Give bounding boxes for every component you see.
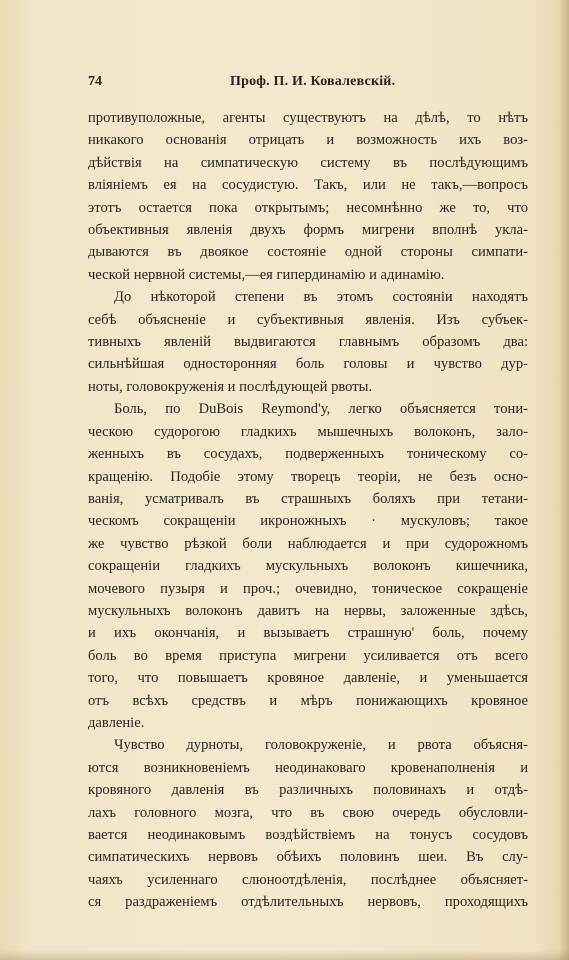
text-line: вается неодинаковымъ воздѣйствіемъ на тонусъ сосудовъ [88,827,528,843]
text-line: же чувство рѣзкой боли наблюдается и при судорожномъ [88,535,528,552]
text-line: дѣйствія на симпатическую систему въ послѣдующимъ [88,154,528,171]
body-text [88,107,528,914]
text-line: мускульныхъ волоконъ давитъ на нервы, заложенные здѣсь, [88,602,528,619]
text-line: отъ всѣхъ средствъ и мѣръ понижающихъ кровяное [88,692,528,709]
page-edge-shadow [559,0,569,960]
text-line: чаяхъ усиленнаго слюноотдѣленія, послѣднее объясняет- [88,871,528,888]
text-line: ся раздраженіемъ отдѣлительныхъ нервовъ, проходящихъ [88,894,528,911]
paragraph-start-line: Чувство дурноты, головокруженіе, и рвота объясня- [114,737,528,754]
paragraph-start-line: Боль, по DuBois Reymond'у, легко объясняется тони- [114,401,528,418]
running-head: Проф. П. И. Ковалевскій. [230,74,396,89]
text-line: кращенію. Подобіе этому творецъ теоріи, не безъ осно- [88,468,528,485]
text-line: тивныхъ явленій выдвигаются главнымъ образомъ два: [88,334,528,351]
text-line: ческой нервной системы,—ея гипердинамію и адинамію. [88,266,445,283]
text-line: ноты, головокруженія и послѣдующей рвоты. [88,378,373,395]
text-line: вліяніемъ ея на сосудистую. Такъ, или не такъ,—вопросъ [88,177,528,194]
text-line: мочевого пузыря и проч.; очевидно, тоническое сокращеніе [88,580,528,597]
text-line: давленіе. [88,714,145,731]
page-number: 74 [88,74,102,89]
text-line: дываются въ двоякое состояніе одной стороны симпати- [88,244,528,261]
paragraph-start-line: До нѣкоторой степени въ этомъ состояніи находятъ [114,289,528,306]
text-line: кровяного давленія въ различныхъ половинахъ и отдѣ- [88,782,528,799]
text-line: сокращеніи гладкихъ мускульныхъ волоконъ кишечника, [88,558,528,575]
page-header [88,74,528,94]
text-line: того, что повышаетъ кровяное давленіе, и уменьшается [88,670,528,687]
text-line: ванія, усматривалъ въ страшныхъ боляхъ при тетани- [88,490,528,507]
text-line: женныхъ въ сосудахъ, подверженныхъ тоническому со- [88,446,528,463]
text-line: объективныя явленія двухъ формъ мигрени вполнѣ укла- [88,222,528,239]
text-line: ются возникновеніемъ неодинаковаго кровенаполненія и [88,759,528,776]
text-line: ческомъ сокращеніи икроножныхъ · мускуловъ; такое [88,513,528,530]
text-line: сильнѣйшая односторонняя боль головы и чувство дур- [88,356,528,373]
text-line: ческою судорогою гладкихъ мышечныхъ волоконъ, зало- [88,423,528,440]
text-line: этотъ остается пока открытымъ; несомнѣнно же то, что [88,199,528,216]
text-line: себѣ объясненіе и субъективныя явленія. Изъ субъек- [88,311,528,328]
text-line: симпатическихъ нервовъ обѣихъ половинъ шеи. Въ слу- [88,849,528,866]
text-line: никакого основанія отрицать и возможность ихъ воз- [88,132,528,149]
text-line: противуположные, агенты существуютъ на дѣлѣ, то нѣтъ [88,110,528,126]
text-line: боль во время приступа мигрени усиливается отъ всего [88,647,528,664]
text-line: и ихъ окончанія, и вызываетъ страшную' боль, почему [88,625,528,642]
text-line: лахъ головного мозга, что въ свою очередь обусловли- [88,804,528,821]
page-edge-shadow [0,950,569,960]
